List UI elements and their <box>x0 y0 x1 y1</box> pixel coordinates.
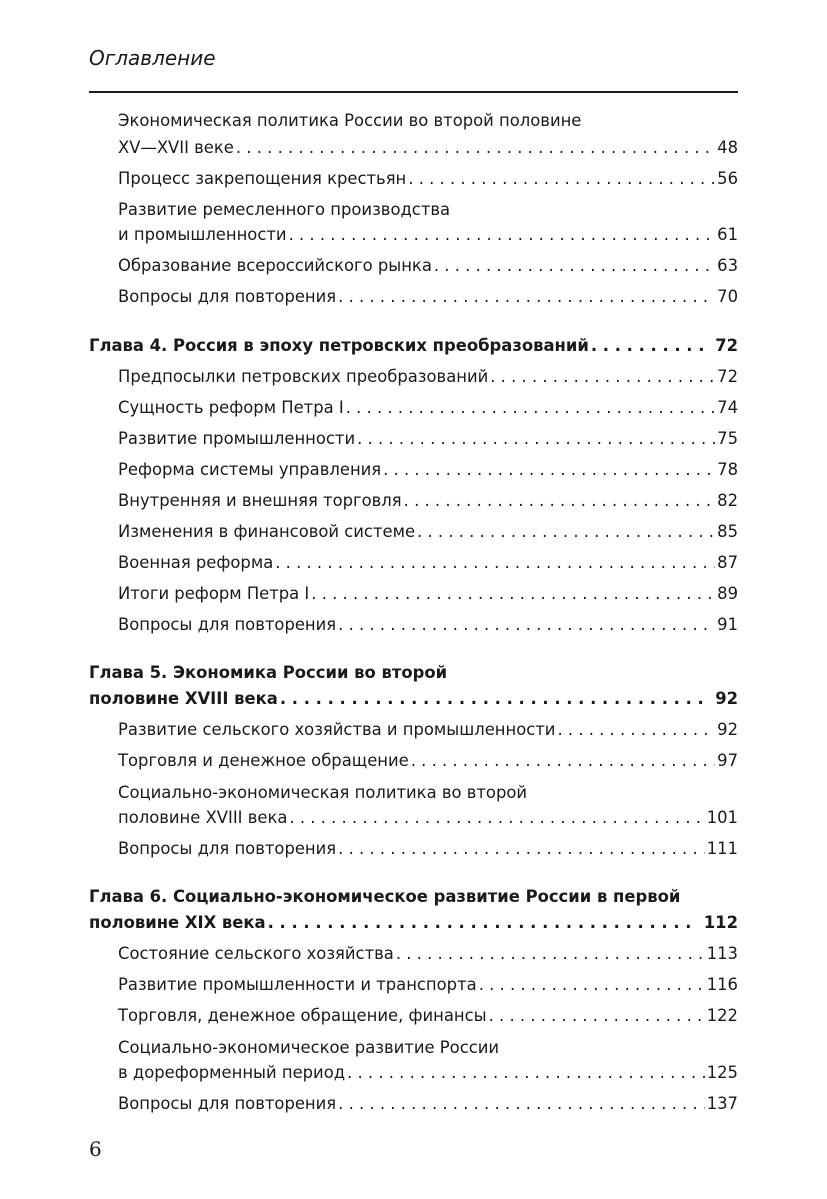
page-number: 6 <box>89 1137 102 1161</box>
leader-dots <box>396 943 705 965</box>
toc-entry <box>118 224 738 246</box>
toc-page-number: 87 <box>717 553 738 572</box>
toc-entry-text: XV—XVII веке <box>118 138 234 157</box>
toc-entry <box>118 583 738 605</box>
toc-entry <box>118 614 738 636</box>
toc-entry <box>118 397 738 419</box>
toc-entry <box>118 1005 738 1027</box>
toc-page-number: 74 <box>717 398 738 417</box>
toc-page-number: 89 <box>717 584 738 603</box>
leader-dots <box>404 490 715 512</box>
leader-dots <box>591 335 703 357</box>
toc-entry <box>118 552 738 574</box>
leader-dots <box>408 168 715 190</box>
toc-entry-text: Процесс закрепощения крестьян <box>118 169 407 188</box>
toc-entry <box>118 490 738 512</box>
leader-dots <box>346 397 715 419</box>
leader-dots <box>289 224 716 246</box>
toc-entry-text: Вопросы для повторения <box>118 1094 337 1113</box>
leader-dots <box>268 912 692 934</box>
leader-dots <box>383 459 715 481</box>
toc-entry <box>118 137 738 159</box>
toc-entry <box>118 1093 738 1115</box>
toc-page-number: 97 <box>717 751 738 770</box>
toc-entry-text: Реформа системы управления <box>118 460 382 479</box>
leader-dots <box>490 366 715 388</box>
toc-entry-text: Образование всероссийского рынка <box>118 256 432 275</box>
leader-dots <box>311 583 715 605</box>
toc-page-number: 85 <box>717 522 738 541</box>
toc-entry-text: Вопросы для повторения <box>118 615 337 634</box>
leader-dots <box>338 286 715 308</box>
toc-entry-text: Состояние сельского хозяйства <box>118 944 394 963</box>
toc-entry <box>118 168 738 190</box>
toc-entry-text: Развитие ремесленного производства <box>118 200 451 219</box>
toc-entry-text: в дореформенный период <box>118 1063 346 1082</box>
toc-entry <box>118 838 738 860</box>
toc-page-number: 56 <box>717 169 738 188</box>
toc-entry <box>118 521 738 543</box>
toc-entry-text: Вопросы для повторения <box>118 287 337 306</box>
toc-chapter <box>89 912 738 934</box>
toc-entry-text: Итоги реформ Петра I <box>118 584 310 603</box>
toc-entry-text: Вопросы для повторения <box>118 839 337 858</box>
toc-entry <box>118 943 738 965</box>
leader-dots <box>434 255 715 277</box>
toc-page-number: 72 <box>717 367 738 386</box>
header-rule <box>89 91 738 93</box>
running-header: Оглавление <box>89 46 216 70</box>
leader-dots <box>338 614 715 636</box>
leader-dots <box>357 428 715 450</box>
toc-page-number: 48 <box>717 138 738 157</box>
toc-entry <box>118 255 738 277</box>
toc-entry <box>118 366 738 388</box>
toc-page-number: 91 <box>717 615 738 634</box>
toc-entry-text: половине XVIII века <box>118 808 288 827</box>
toc-entry-text: Торговля и денежное обращение <box>118 751 409 770</box>
toc-entry-text: Военная реформа <box>118 553 274 572</box>
toc-entry <box>118 719 738 741</box>
toc-page-number: 92 <box>717 720 738 739</box>
toc-page-number: 101 <box>706 808 738 827</box>
leader-dots <box>236 137 715 159</box>
toc-entry-text: Торговля, денежное обращение, финансы <box>118 1006 487 1025</box>
leader-dots <box>289 807 704 829</box>
toc-entry <box>118 1062 738 1084</box>
leader-dots <box>411 750 715 772</box>
toc-chapter <box>89 335 738 357</box>
toc-page-number: 111 <box>706 839 738 858</box>
toc-page-number: 63 <box>717 256 738 275</box>
toc-entry <box>118 428 738 450</box>
toc-page-number: 75 <box>717 429 738 448</box>
toc-entry <box>118 459 738 481</box>
toc-entry-text: Развитие промышленности и транспорта <box>118 975 477 994</box>
leader-dots <box>479 974 705 996</box>
leader-dots <box>417 521 715 543</box>
toc-chapter-text: Глава 5. Экономика России во второй <box>89 663 448 682</box>
toc-entry-text: Внутренняя и внешняя торговля <box>118 491 402 510</box>
toc-entry-text: Экономическая политика России во второй половине <box>118 111 582 130</box>
toc-page-number: 137 <box>706 1094 738 1113</box>
toc-page-number: 122 <box>706 1006 738 1025</box>
toc-page-number: 113 <box>706 944 738 963</box>
toc-entry-text: Социально-экономическая политика во второй <box>118 783 528 802</box>
toc-page-number: 72 <box>715 336 738 355</box>
leader-dots <box>338 838 705 860</box>
toc-page-number: 125 <box>706 1063 738 1082</box>
toc-page-number: 116 <box>706 975 738 994</box>
toc-chapter-text: половине XIX века <box>89 913 266 932</box>
toc-page-number: 61 <box>717 225 738 244</box>
toc-entry <box>118 807 738 829</box>
toc-chapter-text: Глава 6. Социально-экономическое развитие России в первой <box>89 887 681 906</box>
toc-entry-text: Предпосылки петровских преобразований <box>118 367 489 386</box>
toc-entry <box>118 286 738 308</box>
toc-entry-text: Сущность реформ Петра I <box>118 398 344 417</box>
leader-dots <box>338 1093 705 1115</box>
toc-page-number: 82 <box>717 491 738 510</box>
toc-entry-text: Развитие промышленности <box>118 429 356 448</box>
leader-dots <box>489 1005 705 1027</box>
toc-entry <box>118 974 738 996</box>
toc-page-number: 70 <box>717 287 738 306</box>
leader-dots <box>275 552 715 574</box>
toc-entry-text: и промышленности <box>118 225 287 244</box>
leader-dots <box>347 1062 705 1084</box>
toc-chapter-text: Глава 4. Россия в эпоху петровских преобразований <box>89 336 589 355</box>
toc-entry-text: Социально-экономическое развитие России <box>118 1038 500 1057</box>
toc-page-number: 112 <box>703 913 738 932</box>
toc-page-number: 92 <box>715 689 738 708</box>
toc-entry <box>118 750 738 772</box>
toc-chapter <box>89 688 738 710</box>
leader-dots <box>557 719 715 741</box>
toc-page-number: 78 <box>717 460 738 479</box>
toc-entry-text: Развитие сельского хозяйства и промышленности <box>118 720 556 739</box>
toc-entry-text: Изменения в финансовой системе <box>118 522 416 541</box>
toc-chapter-text: половине XVIII века <box>89 689 278 708</box>
leader-dots <box>280 688 703 710</box>
